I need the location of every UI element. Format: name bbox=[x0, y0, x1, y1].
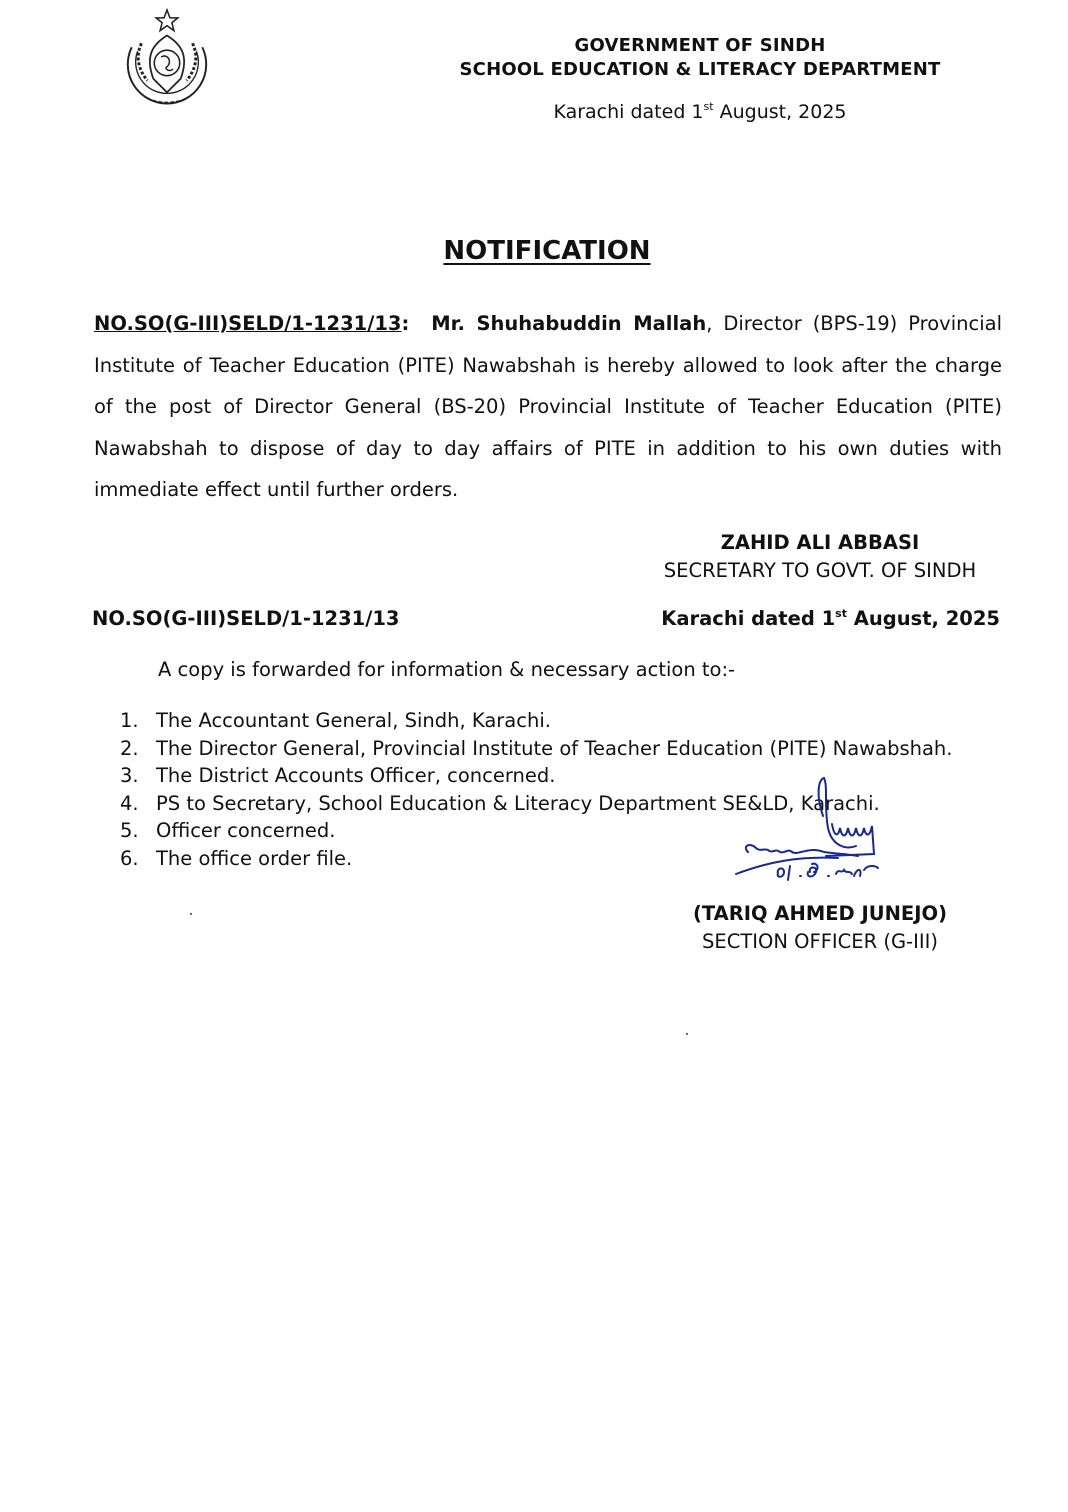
section-officer-title: SECTION OFFICER (G-III) bbox=[702, 930, 938, 953]
signatory-title: SECRETARY TO GOVT. OF SINDH bbox=[663, 559, 977, 582]
list-item-text: The District Accounts Officer, concerned. bbox=[156, 764, 556, 787]
reference-colon: : bbox=[401, 312, 410, 335]
notification-title: NOTIFICATION bbox=[443, 236, 651, 266]
copy-date-superscript: st bbox=[835, 607, 847, 620]
header-government: GOVERNMENT OF SINDH bbox=[574, 35, 826, 56]
officer-name: Mr. Shuhabuddin Mallah bbox=[431, 312, 707, 335]
list-item bbox=[120, 707, 952, 735]
header-date bbox=[420, 101, 980, 123]
list-item-text: PS to Secretary, School Education & Literacy Department SE&LD, Karachi. bbox=[156, 791, 880, 815]
scan-speck bbox=[686, 1033, 688, 1035]
section-officer-name: (TARIQ AHMED JUNEJO) bbox=[692, 902, 947, 925]
header-department: SCHOOL EDUCATION & LITERACY DEPARTMENT bbox=[459, 59, 941, 80]
list-item bbox=[120, 735, 952, 763]
date-superscript: st bbox=[703, 100, 714, 113]
list-item-number: 1. bbox=[120, 709, 139, 732]
copy-date-text: Karachi dated 1 bbox=[661, 607, 836, 630]
copy-date-suffix: August, 2025 bbox=[846, 607, 1000, 630]
date-text: Karachi dated 1 bbox=[553, 101, 704, 123]
government-seal-icon bbox=[118, 8, 216, 112]
date-text-suffix: August, 2025 bbox=[713, 101, 847, 123]
list-item-number: 2. bbox=[120, 736, 139, 760]
copy-date bbox=[600, 607, 1000, 630]
list-item-number: 6. bbox=[120, 846, 139, 870]
notification-body bbox=[94, 303, 1002, 511]
reference-number: NO.SO(G-III)SELD/1-1231/13 bbox=[94, 312, 402, 335]
forward-text: A copy is forwarded for information & necessary action to:- bbox=[158, 658, 736, 681]
list-item-number: 4. bbox=[120, 791, 139, 815]
list-item-text: The Director General, Provincial Institute of Teacher Education (PITE) Nawabshah. bbox=[156, 736, 953, 760]
list-item-number: 3. bbox=[120, 764, 139, 787]
signatory-name: ZAHID ALI ABBASI bbox=[720, 531, 920, 554]
copy-reference-number: NO.SO(G-III)SELD/1-1231/13 bbox=[92, 607, 400, 630]
list-item-text: Officer concerned. bbox=[156, 819, 336, 842]
body-text: , Director (BPS-19) Provincial Institute of Teacher Education (PITE) Nawabshah is hereby allowed to look after the charge of the post of Director General (BS-20) Provincial Institute of Teacher Education (PITE) Nawabshah to dispose of day to day affairs of PITE in addition to his own duties with immediate effect until further orders. bbox=[94, 312, 1003, 501]
scan-speck bbox=[190, 913, 192, 915]
list-item-number: 5. bbox=[120, 819, 139, 842]
handwritten-signature-icon bbox=[728, 776, 938, 892]
list-item-text: The Accountant General, Sindh, Karachi. bbox=[156, 709, 551, 732]
list-item-text: The office order file. bbox=[156, 846, 353, 870]
